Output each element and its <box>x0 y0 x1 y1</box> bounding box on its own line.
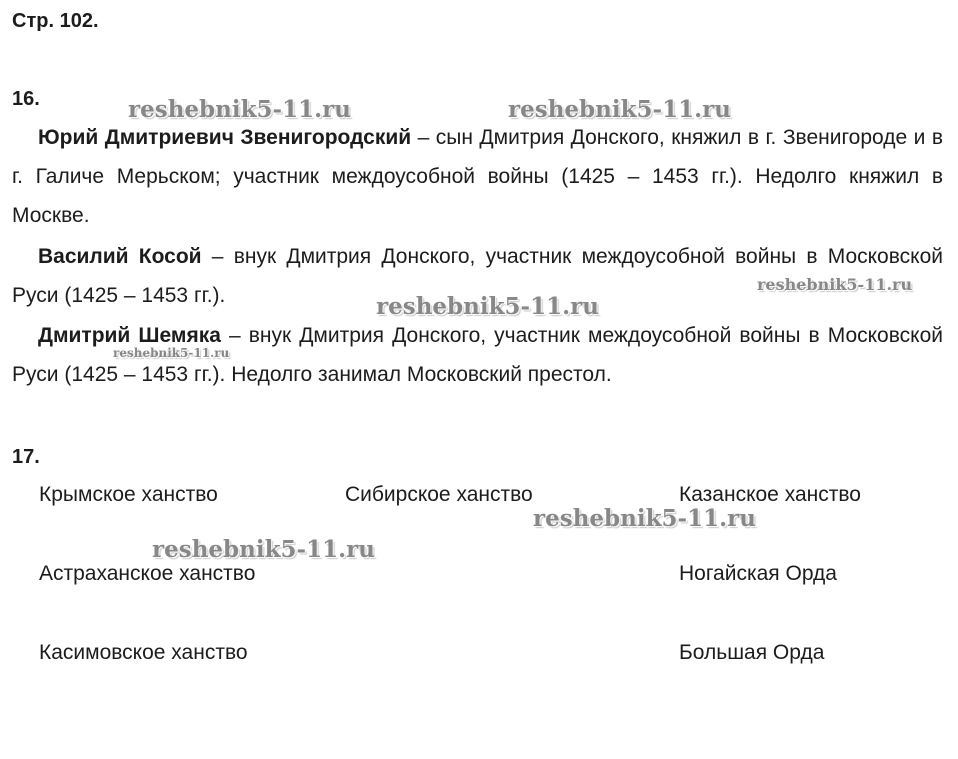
task-17-number: 17. <box>12 446 40 468</box>
paragraph-vasily <box>12 237 943 315</box>
watermark: reshebnik5-11.ru <box>533 505 756 532</box>
task-16-number: 16. <box>12 88 40 110</box>
khanate-item: Астраханское ханство <box>39 562 256 585</box>
khanate-item: Ногайская Орда <box>679 562 837 585</box>
watermark: reshebnik5-11.ru <box>128 96 351 123</box>
person-name: Юрий Дмитриевич Звенигородский <box>38 126 412 149</box>
watermark: reshebnik5-11.ru <box>508 96 731 123</box>
person-name: Дмитрий Шемяка <box>38 324 221 347</box>
person-description: – внук Дмитрия Донского, участник междоусобной войны в Московской Руси (1425 – 1453 гг.). <box>12 245 943 307</box>
khanate-item: Касимовское ханство <box>39 641 248 664</box>
khanate-item: Сибирское ханство <box>345 483 533 506</box>
khanate-item: Казанское ханство <box>679 483 861 506</box>
khanate-item: Крымское ханство <box>39 483 218 506</box>
person-description: – сын Дмитрия Донского, княжил в г. Звенигороде и в г. Галиче Мерьском; участник междоусобной войны (1425 – 1453 гг.). Недолго княжил в Москве. <box>12 126 943 227</box>
person-description: – внук Дмитрия Донского, участник междоусобной войны в Московской Руси (1425 – 1453 гг.). Недолго занимал Московский престол. <box>12 324 943 386</box>
person-name: Василий Косой <box>38 245 202 268</box>
watermark: reshebnik5-11.ru <box>113 346 230 360</box>
page-number: Стр. 102. <box>12 10 99 32</box>
paragraph-dmitry <box>12 316 943 394</box>
watermark: reshebnik5-11.ru <box>152 536 375 563</box>
paragraph-yuri <box>12 118 943 235</box>
khanate-item: Большая Орда <box>679 641 825 664</box>
watermark: reshebnik5-11.ru <box>757 275 913 294</box>
watermark: reshebnik5-11.ru <box>376 293 599 320</box>
